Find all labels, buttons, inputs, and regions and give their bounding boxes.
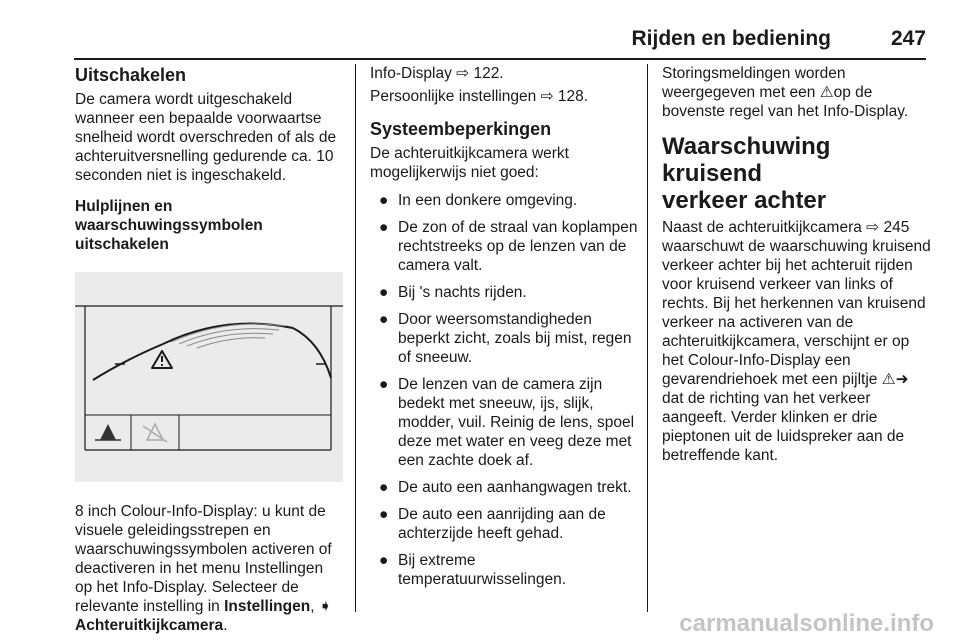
bullet-icon: ●	[379, 284, 389, 301]
list-item	[370, 283, 638, 302]
column-1	[75, 64, 343, 635]
column-divider-1	[355, 64, 356, 612]
fault-message-paragraph	[662, 64, 934, 121]
list-item-text: Bij 's nachts rijden.	[398, 284, 527, 301]
list-item	[370, 551, 638, 589]
menu-achteruitkijkcamera: Achteruitkijkcamera	[75, 617, 224, 634]
heading-systeembeperkingen: Systeembeperkingen	[370, 119, 552, 139]
subheading-line-1: Hulplijnen en	[75, 198, 173, 215]
cross-traffic-paragraph	[662, 218, 934, 465]
bullet-icon: ●	[379, 219, 389, 236]
ref-persoonlijke-text: Persoonlijke instellingen	[370, 88, 541, 105]
camera-display-figure	[75, 272, 343, 482]
list-item	[370, 191, 638, 210]
figure-caption	[75, 502, 343, 635]
limitations-list	[370, 191, 638, 589]
bullet-icon: ●	[379, 311, 389, 328]
bullet-icon: ●	[379, 506, 389, 523]
list-item-text: Bij extreme temperatuurwisselingen.	[398, 552, 567, 588]
fault-text-after: op de bovenste regel van het Info-Display.	[662, 84, 909, 120]
heading-cross-traffic-line-1: Waarschuwing kruisend	[662, 133, 831, 187]
ref-persoonlijke-page: ⇨ 128.	[540, 88, 589, 105]
cross-traffic-text-b: waarschuwt de waarschuwing kruisend verkeer achter bij het achteruit rijden voor kruisend verkeer van links of rechts. Bij het herkennen van kruisend verkeer na activeren van de achteruitkijkcamera, verschijnt er op het Colour-Info-Display een gevarendriehoek met een pijltje	[662, 238, 931, 388]
bullet-icon: ●	[379, 552, 389, 569]
column-2	[370, 64, 638, 597]
list-item	[370, 478, 638, 497]
page-number: 247	[890, 27, 926, 50]
column-3	[662, 64, 934, 465]
list-item	[370, 375, 638, 470]
list-item-text: De lenzen van de camera zijn bedekt met sneeuw, ijs, slijk, modder, vuil. Reinig de lens, spoel deze met water en veeg deze met een zachte doek af.	[398, 376, 635, 469]
caption-separator: ,	[310, 598, 319, 615]
ref-persoonlijke-instellingen	[370, 87, 638, 106]
list-item-text: De zon of de straal van koplampen rechtstreeks op de lenzen van de camera valt.	[398, 219, 638, 274]
caption-text: 8 inch Colour-Info-Display: u kunt de visuele geleidingsstrepen en waarschuwingssymbolen activeren of deactiveren in het menu Instellingen op het Info-Display. Selecteer de relevante instelling in	[75, 503, 332, 615]
heading-uitschakelen: Uitschakelen	[75, 65, 187, 85]
menu-instellingen: Instellingen	[224, 598, 311, 615]
heading-cross-traffic-line-2: verkeer achter	[662, 187, 827, 214]
list-item-text: De auto een aanhangwagen trekt.	[398, 479, 632, 496]
list-item	[370, 505, 638, 543]
list-item-text: De auto een aanrijding aan de achterzijde heeft gehad.	[398, 506, 606, 542]
caption-end: .	[223, 617, 228, 634]
column-divider-2	[647, 64, 648, 612]
list-item	[370, 218, 638, 275]
subheading-line-3: uitschakelen	[75, 236, 169, 253]
header-rule	[74, 58, 926, 60]
list-item-text: Door weersomstandigheden beperkt zicht, zoals bij mist, regen of sneeuw.	[398, 311, 632, 366]
paragraph-uitschakelen: De camera wordt uitgeschakeld wanneer een bepaalde voorwaartse snelheid wordt overschreden of als de achteruitversnelling gedurende ca. 10 seconden niet is ingeschakeld.	[75, 91, 337, 184]
list-item	[370, 310, 638, 367]
section-title: Rijden en bediening	[631, 27, 831, 50]
subheading-line-2: waarschuwingssymbolen	[75, 217, 263, 234]
ref-info-display-text: Info-Display	[370, 65, 457, 82]
page-header	[74, 24, 926, 54]
list-item-text: In een donkere omgeving.	[398, 192, 578, 209]
warning-triangle-icon: ⚠	[819, 84, 834, 101]
bullet-icon: ●	[379, 376, 389, 393]
limitations-intro: De achteruitkijkcamera werkt mogelijkerwijs niet goed:	[370, 145, 569, 181]
cross-traffic-text-c: dat de richting van het verkeer aangeeft. Verder klinken er drie pieptonen uit de luidspreker aan de betreffende kant.	[662, 390, 905, 464]
bullet-icon: ●	[379, 192, 389, 209]
watermark: carmanualsonline.info	[679, 610, 934, 637]
arrow-icon: ➧	[318, 598, 332, 615]
page-ref: ⇨ 245	[866, 219, 910, 236]
bullet-icon: ●	[379, 479, 389, 496]
warning-arrow-icon: ⚠➜	[881, 371, 909, 388]
camera-display-illustration	[75, 272, 343, 482]
ref-info-display-page: ⇨ 122.	[456, 65, 504, 82]
cross-traffic-text-a: Naast de achteruitkijkcamera	[662, 219, 867, 236]
fault-text-before: Storingsmeldingen worden weergegeven met een	[662, 65, 846, 101]
ref-info-display	[370, 64, 638, 83]
